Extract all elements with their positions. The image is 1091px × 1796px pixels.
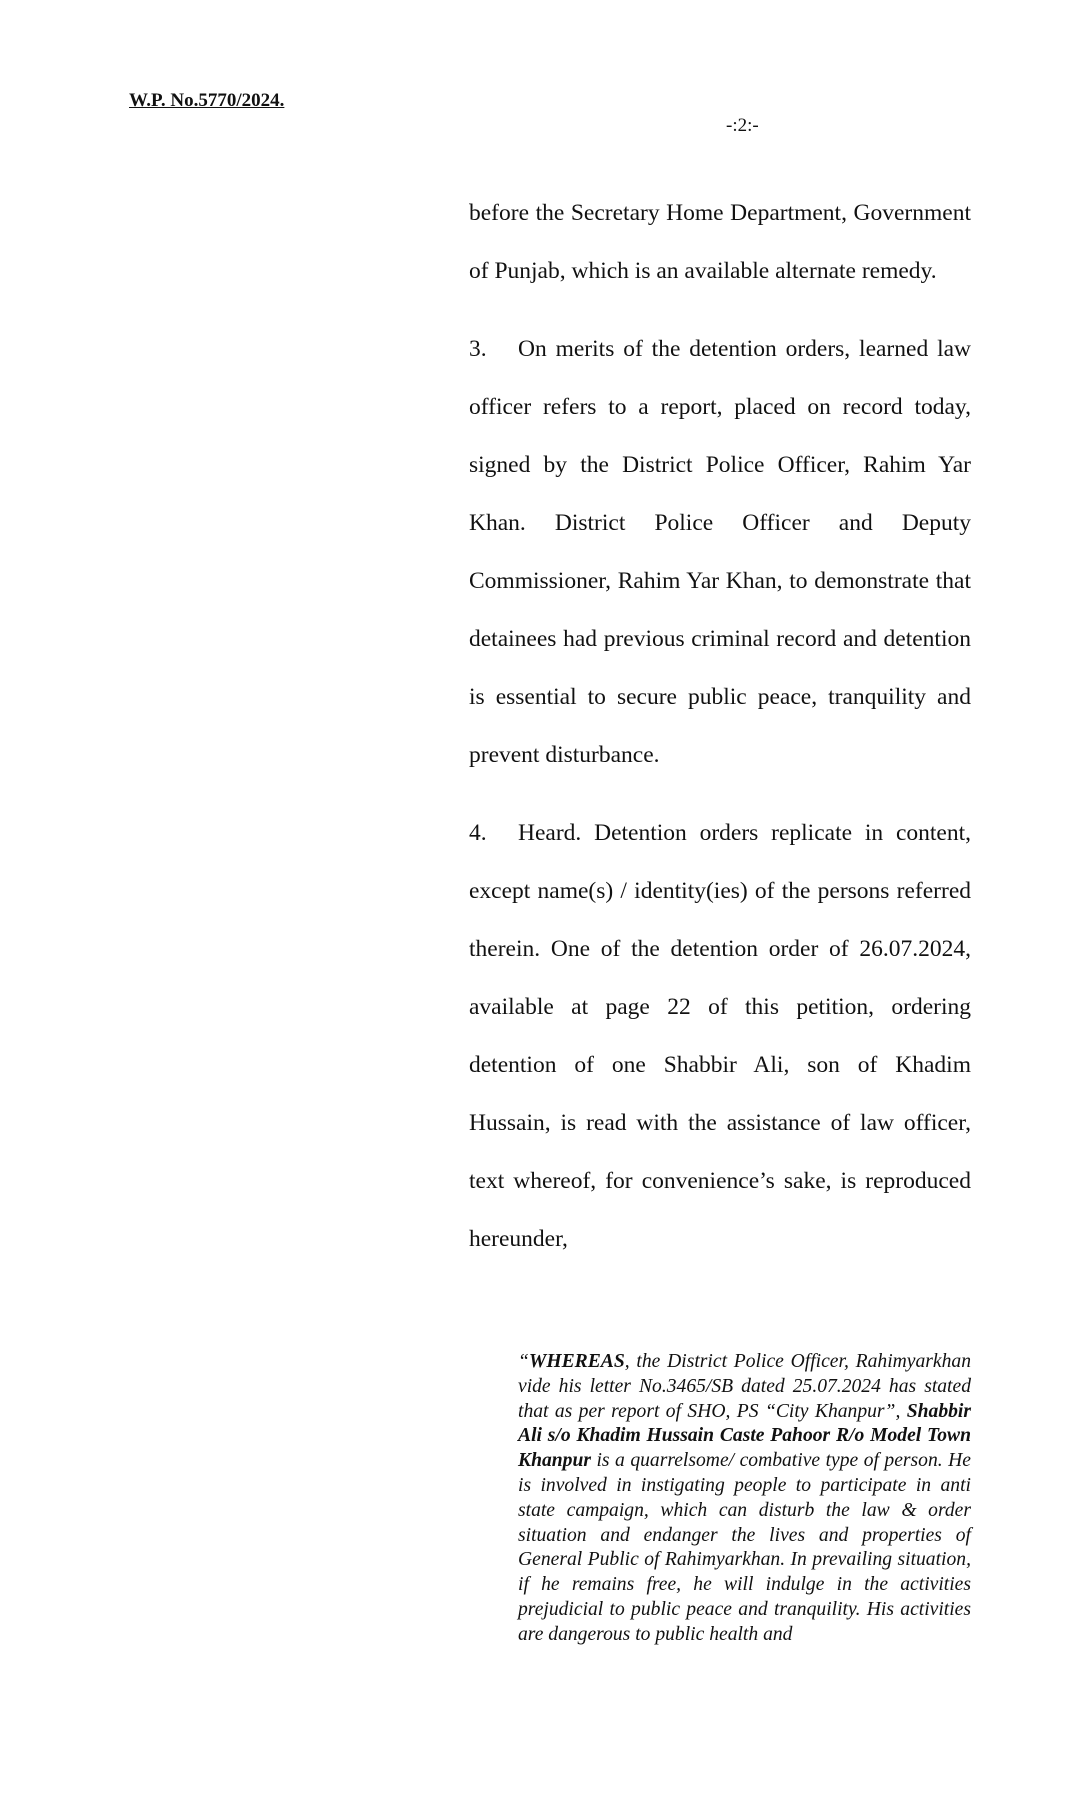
paragraph-text: Heard. Detention orders replicate in content, except name(s) / identity(ies) of the persons referred therein. One of the detention order of 26.07.2024, available at page 22 of this petition, ordering detention of one Shabbir Ali, son of Khadim Hussain, is read with the assistance of law officer, text whereof, for convenience’s sake, is reproduced hereunder, (469, 820, 971, 1252)
quote-open-mark: “ (518, 1351, 529, 1372)
paragraph-4 (469, 804, 971, 1268)
paragraph-number: 3. (469, 336, 487, 362)
quote-detainee-identity: Shabbir Ali s/o Khadim Hussain Caste Pahoor R/o Model Town Khanpur (518, 1400, 971, 1472)
case-number: W.P. No.5770/2024. (129, 90, 285, 111)
paragraph-number: 4. (469, 820, 487, 846)
quote-lead-word: WHEREAS (528, 1351, 625, 1372)
page-number: -:2:- (726, 115, 759, 136)
continuation-paragraph: before the Secretary Home Department, Government of Punjab, which is an available alternate remedy. (469, 200, 971, 284)
quote-text-part-1: , the District Police Officer, Rahimyarkhan vide his letter No.3465/SB dated 25.07.2024 has stated that as per report of SHO, PS “City Khanpur”, (518, 1351, 971, 1422)
paragraph-3 (469, 320, 971, 784)
body-text (469, 184, 971, 1268)
quote-text-part-2: is a quarrelsome/ combative type of person. He is involved in instigating people to participate in anti state campaign, which can disturb the law & order situation and endanger the lives and properties of General Public of Rahimyarkhan. In prevailing situation, if he remains free, he will indulge in the activities prejudicial to public peace and tranquility. His activities are dangerous to public health and (518, 1450, 971, 1645)
quoted-detention-order (518, 1350, 971, 1648)
paragraph-text: On merits of the detention orders, learned law officer refers to a report, placed on record today, signed by the District Police Officer, Rahim Yar Khan. District Police Officer and Deputy Commissioner, Rahim Yar Khan, to demonstrate that detainees had previous criminal record and detention is essential to secure public peace, tranquility and prevent disturbance. (469, 336, 971, 768)
